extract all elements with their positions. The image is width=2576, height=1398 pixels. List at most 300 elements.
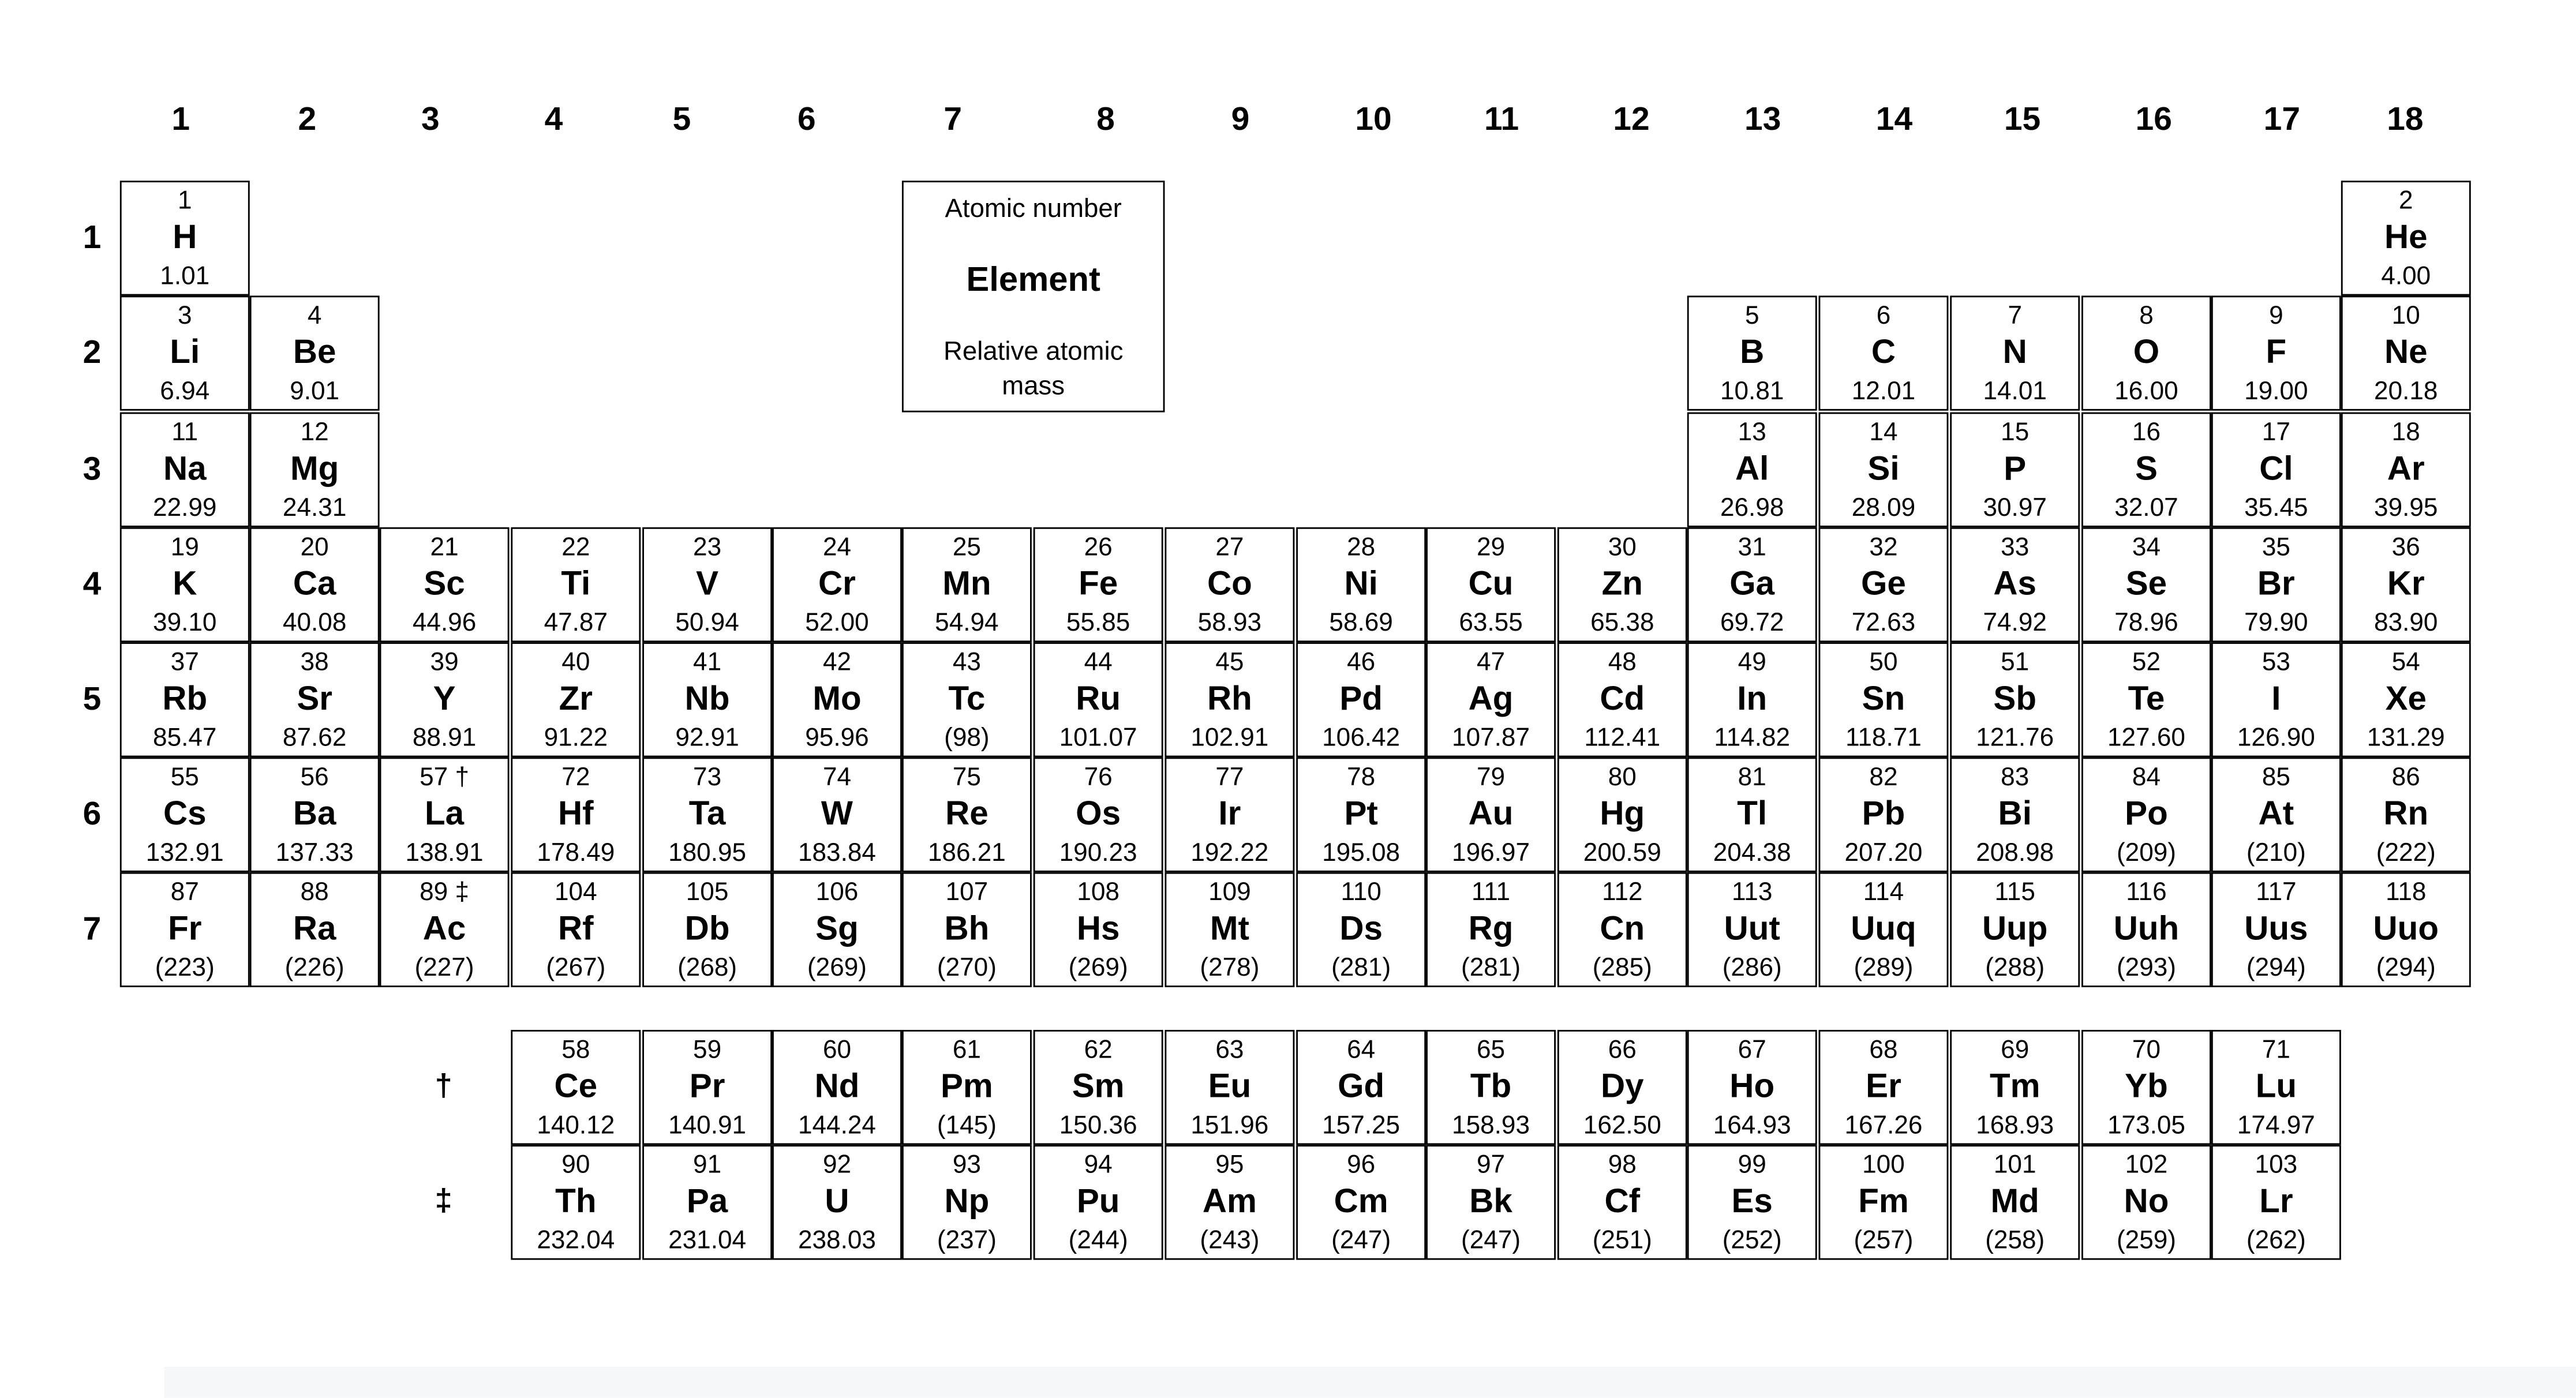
atomic-number: 30	[1608, 534, 1637, 562]
relative-atomic-mass: (227)	[414, 954, 474, 983]
relative-atomic-mass: 180.95	[668, 839, 747, 868]
atomic-number: 45	[1215, 649, 1244, 677]
group-number-label: 3	[421, 102, 440, 138]
element-symbol: Uup	[1982, 910, 2048, 948]
relative-atomic-mass: 118.71	[1845, 724, 1922, 752]
element-symbol: Lu	[2255, 1067, 2297, 1105]
element-cell-am	[1165, 1145, 1294, 1260]
element-cell-mo	[772, 642, 902, 757]
element-symbol: Tm	[1989, 1067, 2040, 1105]
atomic-number: 78	[1347, 763, 1376, 792]
atomic-number: 62	[1084, 1036, 1113, 1065]
element-symbol: Rg	[1468, 910, 1514, 948]
atomic-number: 106	[815, 879, 859, 907]
atomic-number: 28	[1347, 534, 1376, 562]
atomic-number: 55	[170, 763, 199, 792]
legend-key-box	[902, 181, 1165, 412]
relative-atomic-mass: 19.00	[2244, 377, 2308, 406]
atomic-number: 15	[2001, 418, 2030, 447]
element-cell-hs	[1034, 872, 1163, 987]
element-symbol: S	[2135, 450, 2158, 488]
relative-atomic-mass: 16.00	[2114, 377, 2178, 406]
relative-atomic-mass: (267)	[546, 954, 606, 983]
element-cell-ds	[1296, 872, 1426, 987]
atomic-number: 8	[2139, 302, 2154, 331]
element-symbol: Md	[1990, 1182, 2039, 1221]
element-symbol: Si	[1867, 450, 1900, 488]
element-symbol: Ti	[561, 565, 591, 603]
element-symbol: Hs	[1076, 910, 1120, 948]
relative-atomic-mass: 178.49	[537, 839, 615, 868]
element-cell-kr	[2341, 527, 2471, 642]
element-cell-ca	[250, 527, 380, 642]
relative-atomic-mass: 30.97	[1983, 494, 2047, 523]
relative-atomic-mass: (281)	[1331, 954, 1391, 983]
atomic-number: 84	[2132, 763, 2161, 792]
relative-atomic-mass: (209)	[2116, 839, 2176, 868]
actinide-series-mark: ‡	[435, 1184, 452, 1219]
relative-atomic-mass: 6.94	[160, 377, 210, 406]
element-cell-bh	[902, 872, 1032, 987]
relative-atomic-mass: 131.29	[2367, 724, 2445, 752]
relative-atomic-mass: (251)	[1592, 1227, 1652, 1255]
element-symbol: Db	[684, 910, 730, 948]
element-cell-pb	[1819, 757, 1949, 872]
group-number-label: 10	[1355, 102, 1392, 138]
atomic-number: 108	[1077, 879, 1119, 907]
element-cell-th	[511, 1145, 641, 1260]
element-cell-w	[772, 757, 902, 872]
element-symbol: Ne	[2384, 333, 2428, 372]
element-cell-uuh	[2081, 872, 2211, 987]
relative-atomic-mass: 140.91	[668, 1112, 747, 1140]
element-cell-cu	[1426, 527, 1556, 642]
atomic-number: 95	[1215, 1151, 1244, 1180]
element-cell-cf	[1557, 1145, 1687, 1260]
element-cell-es	[1687, 1145, 1817, 1260]
relative-atomic-mass: 10.81	[1720, 377, 1784, 406]
element-cell-pd	[1296, 642, 1426, 757]
element-symbol: Uuh	[2113, 910, 2180, 948]
relative-atomic-mass: 101.07	[1059, 724, 1137, 752]
atomic-number: 61	[952, 1036, 981, 1065]
element-symbol: No	[2124, 1182, 2169, 1221]
element-symbol: W	[821, 794, 853, 833]
relative-atomic-mass: 88.91	[412, 724, 477, 752]
element-symbol: Ac	[422, 910, 466, 948]
element-symbol: Rn	[2383, 794, 2429, 833]
element-symbol: F	[2266, 333, 2287, 372]
element-symbol: At	[2258, 794, 2294, 833]
atomic-number: 109	[1208, 879, 1251, 907]
element-cell-at	[2211, 757, 2341, 872]
relative-atomic-mass: (288)	[1985, 954, 2045, 983]
element-symbol: Li	[170, 333, 200, 372]
element-symbol: Np	[944, 1182, 990, 1221]
element-symbol: U	[825, 1182, 849, 1221]
element-symbol: Pd	[1339, 680, 1383, 718]
relative-atomic-mass: (286)	[1722, 954, 1782, 983]
atomic-number: 51	[2001, 649, 2030, 677]
relative-atomic-mass: (270)	[937, 954, 997, 983]
atomic-number: 52	[2132, 649, 2161, 677]
element-symbol: Cd	[1600, 680, 1645, 718]
atomic-number: 85	[2262, 763, 2290, 792]
atomic-number: 74	[822, 763, 852, 792]
relative-atomic-mass: 238.03	[797, 1227, 876, 1255]
relative-atomic-mass: 26.98	[1720, 494, 1784, 523]
relative-atomic-mass: 204.38	[1713, 839, 1791, 868]
element-symbol: Mn	[942, 565, 991, 603]
element-symbol: He	[2384, 218, 2428, 257]
atomic-number: 114	[1863, 879, 1904, 907]
element-symbol: Uus	[2244, 910, 2308, 948]
element-cell-f	[2211, 295, 2341, 410]
relative-atomic-mass: 183.84	[797, 839, 876, 868]
relative-atomic-mass: 150.36	[1059, 1112, 1137, 1140]
relative-atomic-mass: 157.25	[1322, 1112, 1401, 1140]
relative-atomic-mass: (145)	[937, 1112, 997, 1140]
atomic-number: 43	[952, 649, 981, 677]
element-symbol: Ba	[293, 794, 336, 833]
relative-atomic-mass: (269)	[807, 954, 867, 983]
relative-atomic-mass: 87.62	[282, 724, 347, 752]
relative-atomic-mass: 167.26	[1844, 1112, 1923, 1140]
relative-atomic-mass: 186.21	[927, 839, 1006, 868]
atomic-number: 73	[693, 763, 722, 792]
relative-atomic-mass: 144.24	[797, 1112, 876, 1140]
element-symbol: Tb	[1470, 1067, 1512, 1105]
element-cell-tm	[1950, 1030, 2080, 1145]
relative-atomic-mass: 132.91	[145, 839, 224, 868]
atomic-number: 70	[2132, 1036, 2161, 1065]
element-cell-zn	[1557, 527, 1687, 642]
element-cell-xe	[2341, 642, 2471, 757]
element-symbol: Cm	[1334, 1182, 1388, 1221]
element-cell-ac	[380, 872, 510, 987]
element-cell-br	[2211, 527, 2341, 642]
relative-atomic-mass: 78.96	[2114, 609, 2178, 638]
group-number-label: 12	[1613, 102, 1650, 138]
element-symbol: V	[696, 565, 719, 603]
element-cell-cl	[2211, 413, 2341, 527]
element-cell-ir	[1165, 757, 1294, 872]
element-symbol: I	[2271, 680, 2281, 718]
group-number-label: 6	[797, 102, 816, 138]
atomic-number: 69	[2001, 1036, 2030, 1065]
element-cell-cr	[772, 527, 902, 642]
atomic-number: 115	[1994, 879, 2035, 907]
group-number-label: 17	[2263, 102, 2301, 138]
element-cell-sb	[1950, 642, 2080, 757]
relative-atomic-mass: 127.60	[2107, 724, 2185, 752]
element-cell-pa	[642, 1145, 772, 1260]
element-symbol: Nd	[814, 1067, 860, 1105]
element-cell-pm	[902, 1030, 1032, 1145]
relative-atomic-mass: 39.95	[2374, 494, 2438, 523]
atomic-number: 116	[2126, 879, 2167, 907]
element-symbol: Na	[163, 450, 207, 488]
atomic-number: 42	[822, 649, 852, 677]
relative-atomic-mass: 50.94	[675, 609, 739, 638]
relative-atomic-mass: 28.09	[1851, 494, 1916, 523]
element-cell-dy	[1557, 1030, 1687, 1145]
element-cell-o	[2081, 295, 2211, 410]
relative-atomic-mass: 121.76	[1976, 724, 2054, 752]
element-symbol: Fm	[1858, 1182, 1909, 1221]
group-number-label: 5	[672, 102, 691, 138]
element-symbol: Sm	[1072, 1067, 1125, 1105]
element-symbol: Al	[1735, 450, 1769, 488]
element-cell-ne	[2341, 295, 2471, 410]
element-symbol: Ds	[1339, 910, 1383, 948]
element-cell-er	[1819, 1030, 1949, 1145]
relative-atomic-mass: 164.93	[1713, 1112, 1791, 1140]
element-symbol: Cl	[2259, 450, 2293, 488]
element-symbol: Re	[945, 794, 989, 833]
relative-atomic-mass: (237)	[937, 1227, 997, 1255]
element-cell-tc	[902, 642, 1032, 757]
element-cell-lu	[2211, 1030, 2341, 1145]
relative-atomic-mass: (223)	[155, 954, 215, 983]
element-symbol: Am	[1202, 1182, 1257, 1221]
relative-atomic-mass: 58.93	[1197, 609, 1262, 638]
element-cell-tb	[1426, 1030, 1556, 1145]
key-element-label: Element	[966, 261, 1100, 299]
atomic-number: 49	[1738, 649, 1766, 677]
element-symbol: O	[2133, 333, 2160, 372]
atomic-number: 110	[1341, 879, 1381, 907]
atomic-number: 11	[171, 418, 199, 447]
element-cell-sr	[250, 642, 380, 757]
element-cell-au	[1426, 757, 1556, 872]
atomic-number: 14	[1869, 418, 1898, 447]
period-number-label: 5	[83, 681, 102, 718]
group-number-label: 11	[1484, 102, 1519, 138]
relative-atomic-mass: 126.90	[2237, 724, 2315, 752]
element-cell-ga	[1687, 527, 1817, 642]
atomic-number: 58	[561, 1036, 590, 1065]
key-atomic-number-label: Atomic number	[945, 195, 1122, 224]
element-cell-fm	[1819, 1145, 1949, 1260]
element-cell-zr	[511, 642, 641, 757]
relative-atomic-mass: 69.72	[1720, 609, 1784, 638]
atomic-number: 97	[1477, 1151, 1506, 1180]
element-symbol: Nb	[684, 680, 730, 718]
atomic-number: 1	[177, 187, 192, 215]
atomic-number: 118	[2386, 879, 2427, 907]
atomic-number: 71	[2262, 1036, 2290, 1065]
element-symbol: C	[1871, 333, 1896, 372]
relative-atomic-mass: (294)	[2376, 954, 2436, 983]
element-symbol: Eu	[1208, 1067, 1252, 1105]
atomic-number: 47	[1477, 649, 1506, 677]
element-symbol: P	[2004, 450, 2027, 488]
relative-atomic-mass: 207.20	[1844, 839, 1923, 868]
relative-atomic-mass: 24.31	[282, 494, 347, 523]
group-number-label: 13	[1744, 102, 1781, 138]
atomic-number: 6	[1876, 302, 1891, 331]
relative-atomic-mass: (259)	[2116, 1227, 2176, 1255]
element-symbol: Pu	[1076, 1182, 1120, 1221]
element-symbol: Es	[1731, 1182, 1773, 1221]
element-cell-co	[1165, 527, 1294, 642]
atomic-number: 16	[2132, 418, 2161, 447]
atomic-number: 31	[1738, 534, 1766, 562]
relative-atomic-mass: 72.63	[1851, 609, 1916, 638]
element-symbol: Ca	[293, 565, 336, 603]
element-cell-ar	[2341, 413, 2471, 527]
relative-atomic-mass: 40.08	[282, 609, 347, 638]
atomic-number: 107	[945, 879, 989, 907]
element-symbol: Sn	[1862, 680, 1905, 718]
element-cell-h	[120, 181, 250, 295]
atomic-number: 117	[2256, 879, 2297, 907]
relative-atomic-mass: (247)	[1331, 1227, 1391, 1255]
atomic-number: 59	[693, 1036, 722, 1065]
element-symbol: N	[2002, 333, 2027, 372]
relative-atomic-mass: (281)	[1461, 954, 1521, 983]
atomic-number: 86	[2391, 763, 2420, 792]
element-cell-mn	[902, 527, 1032, 642]
atomic-number: 80	[1608, 763, 1637, 792]
atomic-number: 81	[1738, 763, 1766, 792]
element-cell-uuq	[1819, 872, 1949, 987]
element-symbol: Hf	[558, 794, 594, 833]
relative-atomic-mass: 65.38	[1590, 609, 1654, 638]
element-symbol: Fr	[168, 910, 202, 948]
element-cell-na	[120, 413, 250, 527]
element-symbol: Tc	[948, 680, 986, 718]
element-cell-s	[2081, 413, 2211, 527]
element-symbol: Y	[433, 680, 456, 718]
atomic-number: 32	[1869, 534, 1898, 562]
period-number-label: 4	[83, 567, 102, 603]
atomic-number: 44	[1084, 649, 1113, 677]
atomic-number: 68	[1869, 1036, 1898, 1065]
element-symbol: Co	[1207, 565, 1252, 603]
group-number-label: 7	[943, 102, 963, 138]
relative-atomic-mass: 200.59	[1583, 839, 1661, 868]
element-cell-ni	[1296, 527, 1426, 642]
element-symbol: Zn	[1601, 565, 1643, 603]
atomic-number: 112	[1602, 879, 1643, 907]
element-cell-fe	[1034, 527, 1163, 642]
relative-atomic-mass: 14.01	[1983, 377, 2047, 406]
element-symbol: In	[1737, 680, 1768, 718]
group-number-label: 2	[298, 102, 317, 138]
element-symbol: Mo	[813, 680, 862, 718]
atomic-number: 46	[1347, 649, 1376, 677]
element-cell-rf	[511, 872, 641, 987]
element-cell-os	[1034, 757, 1163, 872]
element-cell-he	[2341, 181, 2471, 295]
atomic-number: 79	[1477, 763, 1506, 792]
relative-atomic-mass: 114.82	[1714, 724, 1791, 752]
group-number-label: 8	[1096, 102, 1115, 138]
element-symbol: Er	[1866, 1067, 1901, 1105]
relative-atomic-mass: 112.41	[1584, 724, 1661, 752]
atomic-number: 64	[1347, 1036, 1376, 1065]
atomic-number: 22	[561, 534, 590, 562]
element-cell-ra	[250, 872, 380, 987]
element-symbol: Ce	[554, 1067, 598, 1105]
element-cell-sn	[1819, 642, 1949, 757]
atomic-number: 111	[1472, 879, 1511, 907]
relative-atomic-mass: 52.00	[805, 609, 869, 638]
atomic-number: 99	[1738, 1151, 1766, 1180]
relative-atomic-mass: 102.91	[1190, 724, 1269, 752]
atomic-number: 26	[1084, 534, 1113, 562]
element-symbol: Mt	[1210, 910, 1249, 948]
atomic-number: 92	[822, 1151, 852, 1180]
relative-atomic-mass: (247)	[1461, 1227, 1521, 1255]
element-cell-cd	[1557, 642, 1687, 757]
relative-atomic-mass: 168.93	[1976, 1112, 2054, 1140]
element-symbol: Os	[1076, 794, 1121, 833]
element-symbol: Cu	[1468, 565, 1514, 603]
element-cell-ba	[250, 757, 380, 872]
group-number-label: 15	[2004, 102, 2041, 138]
relative-atomic-mass: (98)	[944, 724, 990, 752]
relative-atomic-mass: 22.99	[153, 494, 217, 523]
relative-atomic-mass: 44.96	[412, 609, 477, 638]
atomic-number: 103	[2255, 1151, 2298, 1180]
atomic-number: 104	[555, 879, 597, 907]
element-symbol: K	[173, 565, 197, 603]
atomic-number: 93	[952, 1151, 981, 1180]
element-cell-ce	[511, 1030, 641, 1145]
atomic-number: 2	[2399, 187, 2413, 215]
atomic-number: 12	[300, 418, 329, 447]
relative-atomic-mass: 4.00	[2381, 263, 2431, 291]
element-symbol: Dy	[1600, 1067, 1644, 1105]
atomic-number: 29	[1477, 534, 1506, 562]
relative-atomic-mass: 32.07	[2114, 494, 2178, 523]
element-symbol: H	[173, 218, 197, 257]
atomic-number: 36	[2391, 534, 2420, 562]
element-symbol: Te	[2128, 680, 2165, 718]
element-cell-tl	[1687, 757, 1817, 872]
relative-atomic-mass: 35.45	[2244, 494, 2308, 523]
element-symbol: Ta	[688, 794, 726, 833]
element-cell-al	[1687, 413, 1817, 527]
atomic-number: 17	[2262, 418, 2290, 447]
relative-atomic-mass: (262)	[2246, 1227, 2306, 1255]
element-symbol: Pt	[1344, 794, 1378, 833]
relative-atomic-mass: 192.22	[1190, 839, 1269, 868]
element-cell-pu	[1034, 1145, 1163, 1260]
element-symbol: Bh	[944, 910, 990, 948]
element-symbol: Rb	[162, 680, 208, 718]
page-bottom-band	[164, 1367, 2576, 1398]
relative-atomic-mass: 196.97	[1452, 839, 1530, 868]
element-cell-np	[902, 1145, 1032, 1260]
element-cell-no	[2081, 1145, 2211, 1260]
element-symbol: Ir	[1218, 794, 1241, 833]
element-cell-te	[2081, 642, 2211, 757]
element-cell-b	[1687, 295, 1817, 410]
element-symbol: Sg	[815, 910, 859, 948]
element-symbol: Po	[2125, 794, 2168, 833]
atomic-number: 38	[300, 649, 329, 677]
atomic-number: 40	[561, 649, 590, 677]
atomic-number: 34	[2132, 534, 2161, 562]
element-cell-po	[2081, 757, 2211, 872]
element-symbol: Th	[555, 1182, 597, 1221]
element-cell-si	[1819, 413, 1949, 527]
element-symbol: Tl	[1737, 794, 1768, 833]
